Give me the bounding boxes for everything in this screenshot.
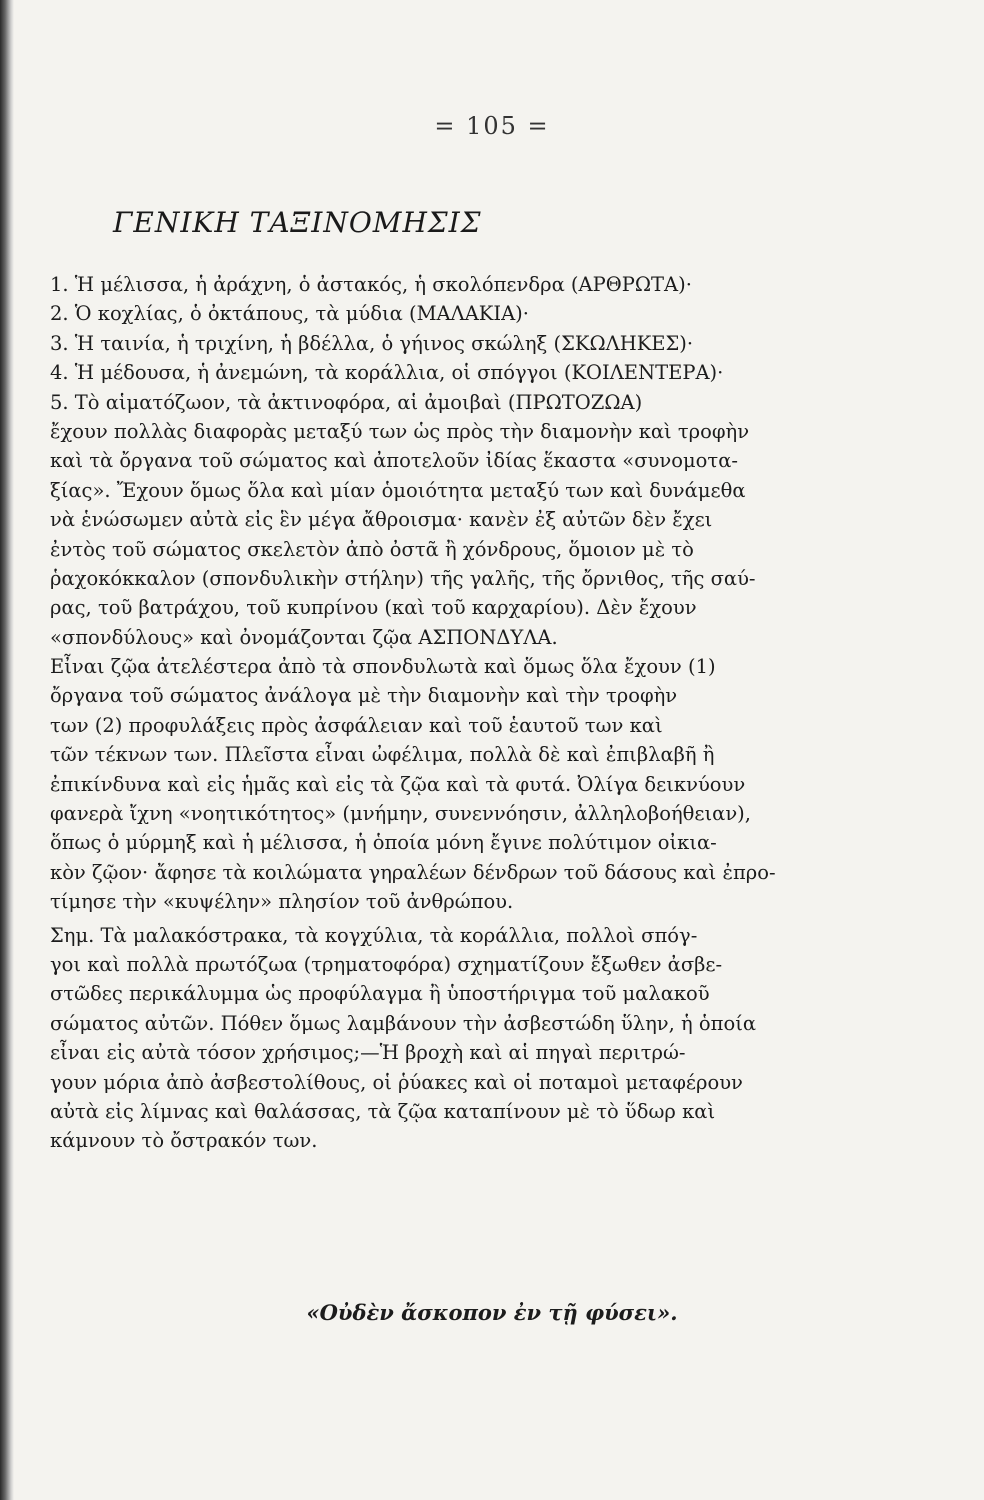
text-line: 1. Ἡ μέλισσα, ἡ ἀράχνη, ὁ ἀστακός, ἡ σκολόπενδρα (ΑΡΘΡΩΤΑ)· bbox=[50, 273, 692, 296]
text-line: φανερὰ ἴχνη «νοητικότητος» (μνήμην, συνεννόησιν, ἀλληλοβοήθειαν), bbox=[50, 802, 751, 826]
text-line: 5. Τὸ αἱματόζωον, τὰ ἀκτινοφόρα, αἱ ἀμοιβαὶ (ΠΡΩΤΟΖΩΑ) bbox=[50, 390, 643, 414]
text-line: ὅπως ὁ μύρμηξ καὶ ἡ μέλισσα, ἡ ὁποία μόνη ἔγινε πολύτιμον οἰκια- bbox=[50, 831, 717, 855]
text-line: ῥαχοκόκκαλον (σπονδυλικὴν στήλην) τῆς γαλῆς, τῆς ὄρνιθος, τῆς σαύ- bbox=[50, 566, 756, 590]
text-line: ἐπικίνδυνα καὶ εἰς ἡμᾶς καὶ εἰς τὰ ζῷα καὶ τὰ φυτά. Ὀλίγα δεικνύουν bbox=[50, 772, 746, 796]
text-line: 2. Ὁ κοχλίας, ὁ ὀκτάπους, τὰ μύδια (ΜΑΛΑΚΙΑ)· bbox=[50, 302, 529, 326]
section-title: ΓΕΝΙΚΗ ΤΑΞΙΝΟΜΗΣΙΣ bbox=[113, 206, 482, 239]
page-edge bbox=[0, 0, 14, 1500]
text-line: ἐντὸς τοῦ σώματος σκελετὸν ἀπὸ ὀστᾶ ἢ χόνδρους, ὅμοιον μὲ τὸ bbox=[50, 537, 694, 561]
text-line: κάμνουν τὸ ὄστρακόν των. bbox=[50, 1129, 318, 1153]
text-line: Εἶναι ζῷα ἀτελέστερα ἀπὸ τὰ σπονδυλωτὰ καὶ ὅμως ὅλα ἔχουν (1) bbox=[50, 655, 716, 679]
text-line: καὶ τὰ ὄργανα τοῦ σώματος καὶ ἀποτελοῦν ἰδίας ἕκαστα «συνομοτα- bbox=[50, 449, 738, 473]
text-line: νὰ ἑνώσωμεν αὐτὰ εἰς ἓν μέγα ἄθροισμα· κανὲν ἐξ αὐτῶν δὲν ἔχει bbox=[50, 508, 713, 532]
text-line: γουν μόρια ἀπὸ ἀσβεστολίθους, οἱ ῥύακες καὶ οἱ ποταμοὶ μεταφέρουν bbox=[50, 1070, 743, 1094]
text-line: κὸν ζῷον· ἄφησε τὰ κοιλώματα γηραλέων δένδρων τοῦ δάσους καὶ ἐπρο- bbox=[50, 860, 776, 884]
text-line: 3. Ἡ ταινία, ἡ τριχίνη, ἡ βδέλλα, ὁ γήινος σκώληξ (ΣΚΩΛΗΚΕΣ)· bbox=[50, 331, 694, 355]
text-line: αὐτὰ εἰς λίμνας καὶ θαλάσσας, τὰ ζῷα καταπίνουν μὲ τὸ ὕδωρ καὶ bbox=[50, 1099, 716, 1123]
text-line: στῶδες περικάλυμμα ὡς προφύλαγμα ἢ ὑποστήριγμα τοῦ μαλακοῦ bbox=[50, 982, 710, 1006]
text-line: γοι καὶ πολλὰ πρωτόζωα (τρηματοφόρα) σχηματίζουν ἔξωθεν ἀσβε- bbox=[50, 952, 723, 976]
text-line: ἔχουν πολλὰς διαφορὰς μεταξύ των ὡς πρὸς τὴν διαμονὴν καὶ τροφὴν bbox=[50, 419, 750, 443]
text-line: Σημ. Τὰ μαλακόστρακα, τὰ κογχύλια, τὰ κοράλλια, πολλοὶ σπόγ- bbox=[50, 923, 698, 947]
motto: «Οὐδὲν ἄσκοπον ἐν τῇ φύσει». bbox=[306, 1300, 678, 1325]
text-line: των (2) προφυλάξεις πρὸς ἀσφάλειαν καὶ τοῦ ἑαυτοῦ των καὶ bbox=[50, 713, 663, 737]
text-line: εἶναι εἰς αὐτὰ τόσον χρήσιμος;—Ἡ βροχὴ καὶ αἱ πηγαὶ περιτρώ- bbox=[50, 1041, 686, 1065]
text-line: σώματος αὐτῶν. Πόθεν ὅμως λαμβάνουν τὴν ἀσβεστώδη ὕλην, ἡ ὁποία bbox=[50, 1011, 757, 1035]
text-line: τῶν τέκνων των. Πλεῖστα εἶναι ὠφέλιμα, πολλὰ δὲ καὶ ἐπιβλαβῆ ἢ bbox=[50, 743, 715, 767]
text-line: τίμησε τὴν «κυψέλην» πλησίον τοῦ ἀνθρώπου. bbox=[50, 890, 514, 914]
page-number: = 105 = bbox=[434, 112, 550, 140]
text-line: ρας, τοῦ βατράχου, τοῦ κυπρίνου (καὶ τοῦ καρχαρίου). Δὲν ἔχουν bbox=[50, 596, 697, 620]
text-line: ξίας». Ἔχουν ὅμως ὅλα καὶ μίαν ὁμοιότητα μεταξύ των καὶ δυνάμεθα bbox=[50, 478, 746, 502]
text-line: «σπονδύλους» καὶ ὀνομάζονται ζῷα ΑΣΠΟΝΔΥΛΑ. bbox=[50, 625, 558, 649]
text-line: 4. Ἡ μέδουσα, ἡ ἀνεμώνη, τὰ κοράλλια, οἱ σπόγγοι (ΚΟΙΛΕΝΤΕΡΑ)· bbox=[50, 361, 724, 385]
text-line: ὄργανα τοῦ σώματος ἀνάλογα μὲ τὴν διαμονὴν καὶ τὴν τροφὴν bbox=[50, 684, 678, 708]
body-text bbox=[50, 270, 885, 1156]
